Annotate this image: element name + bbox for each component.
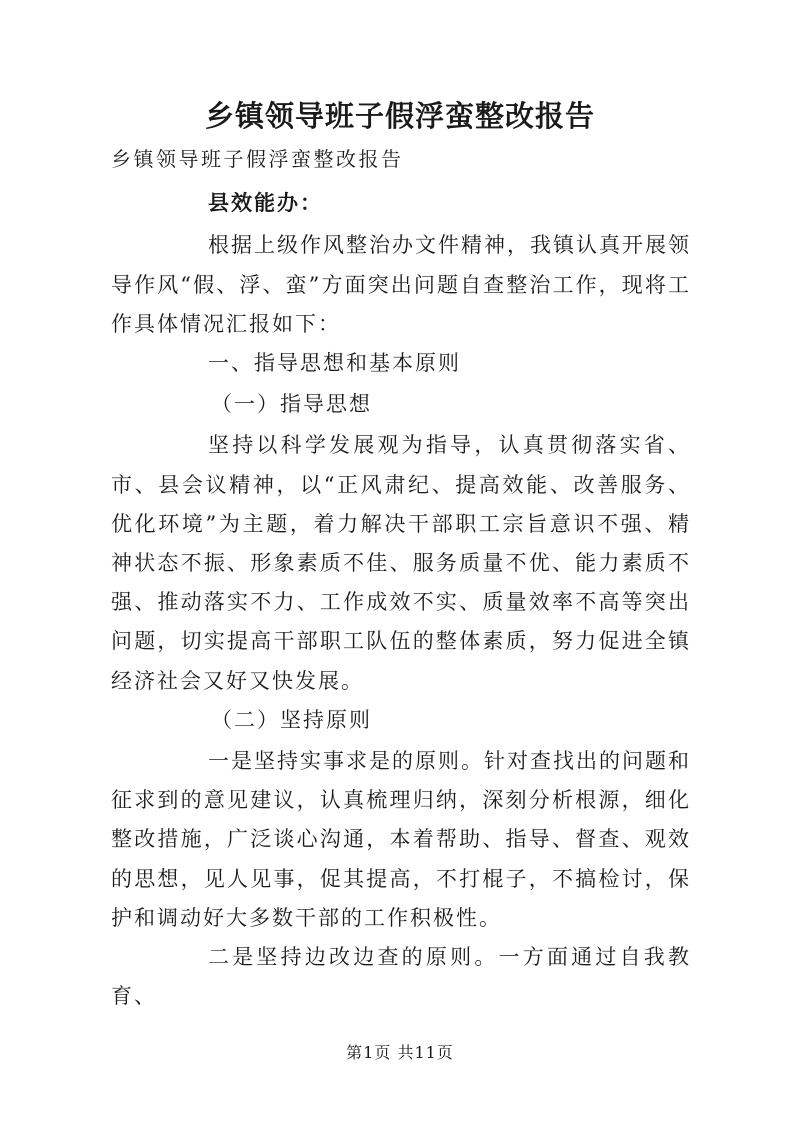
document-subtitle: 乡镇领导班子假浮蛮整改报告 [111, 147, 404, 171]
paragraph-principle-2: 二是坚持边改边查的原则。一方面通过自我教育、 [111, 945, 691, 1009]
page-footer: 第1页 共11页 [346, 1043, 454, 1062]
document-title: 乡镇领导班子假浮蛮整改报告 [204, 99, 595, 133]
paragraph-guiding-thought: 坚持以科学发展观为指导，认真贯彻落实省、市、县会议精神，以“正风肃纪、提高效能、改善服务、优化环境”为主题，着力解决干部职工宗旨意识不强、精神状态不振、形象素质不佳、服务质量不优、能力素质不强、推动落实不力、工作成效不实、质量效率不高等突出问题，切实提高干部职工队伍的整体素质，努力促进全镇经济社会又好又快发展。 [111, 433, 691, 693]
sub-heading-principles: （二）坚持原则 [211, 707, 372, 732]
section-heading-1: 一、指导思想和基本原则 [208, 351, 461, 376]
paragraph-principle-1: 一是坚持实事求是的原则。针对查找出的问题和征求到的意见建议，认真梳理归纳，深刻分析根源，细化整改措施，广泛谈心沟通，本着帮助、指导、督查、观效的思想，见人见事，促其提高，不打棍子，不搞检讨，保护和调动好大多数干部的工作积极性。 [111, 749, 691, 930]
sub-heading-guiding-thought: （一）指导思想 [211, 392, 372, 417]
document-body [111, 140, 691, 1016]
paragraph-intro: 根据上级作风整治办文件精神，我镇认真开展领导作风“假、浮、蛮”方面突出问题自查整治工作，现将工作具体情况汇报如下： [111, 233, 691, 336]
greeting-line: 县效能办： [208, 190, 323, 216]
